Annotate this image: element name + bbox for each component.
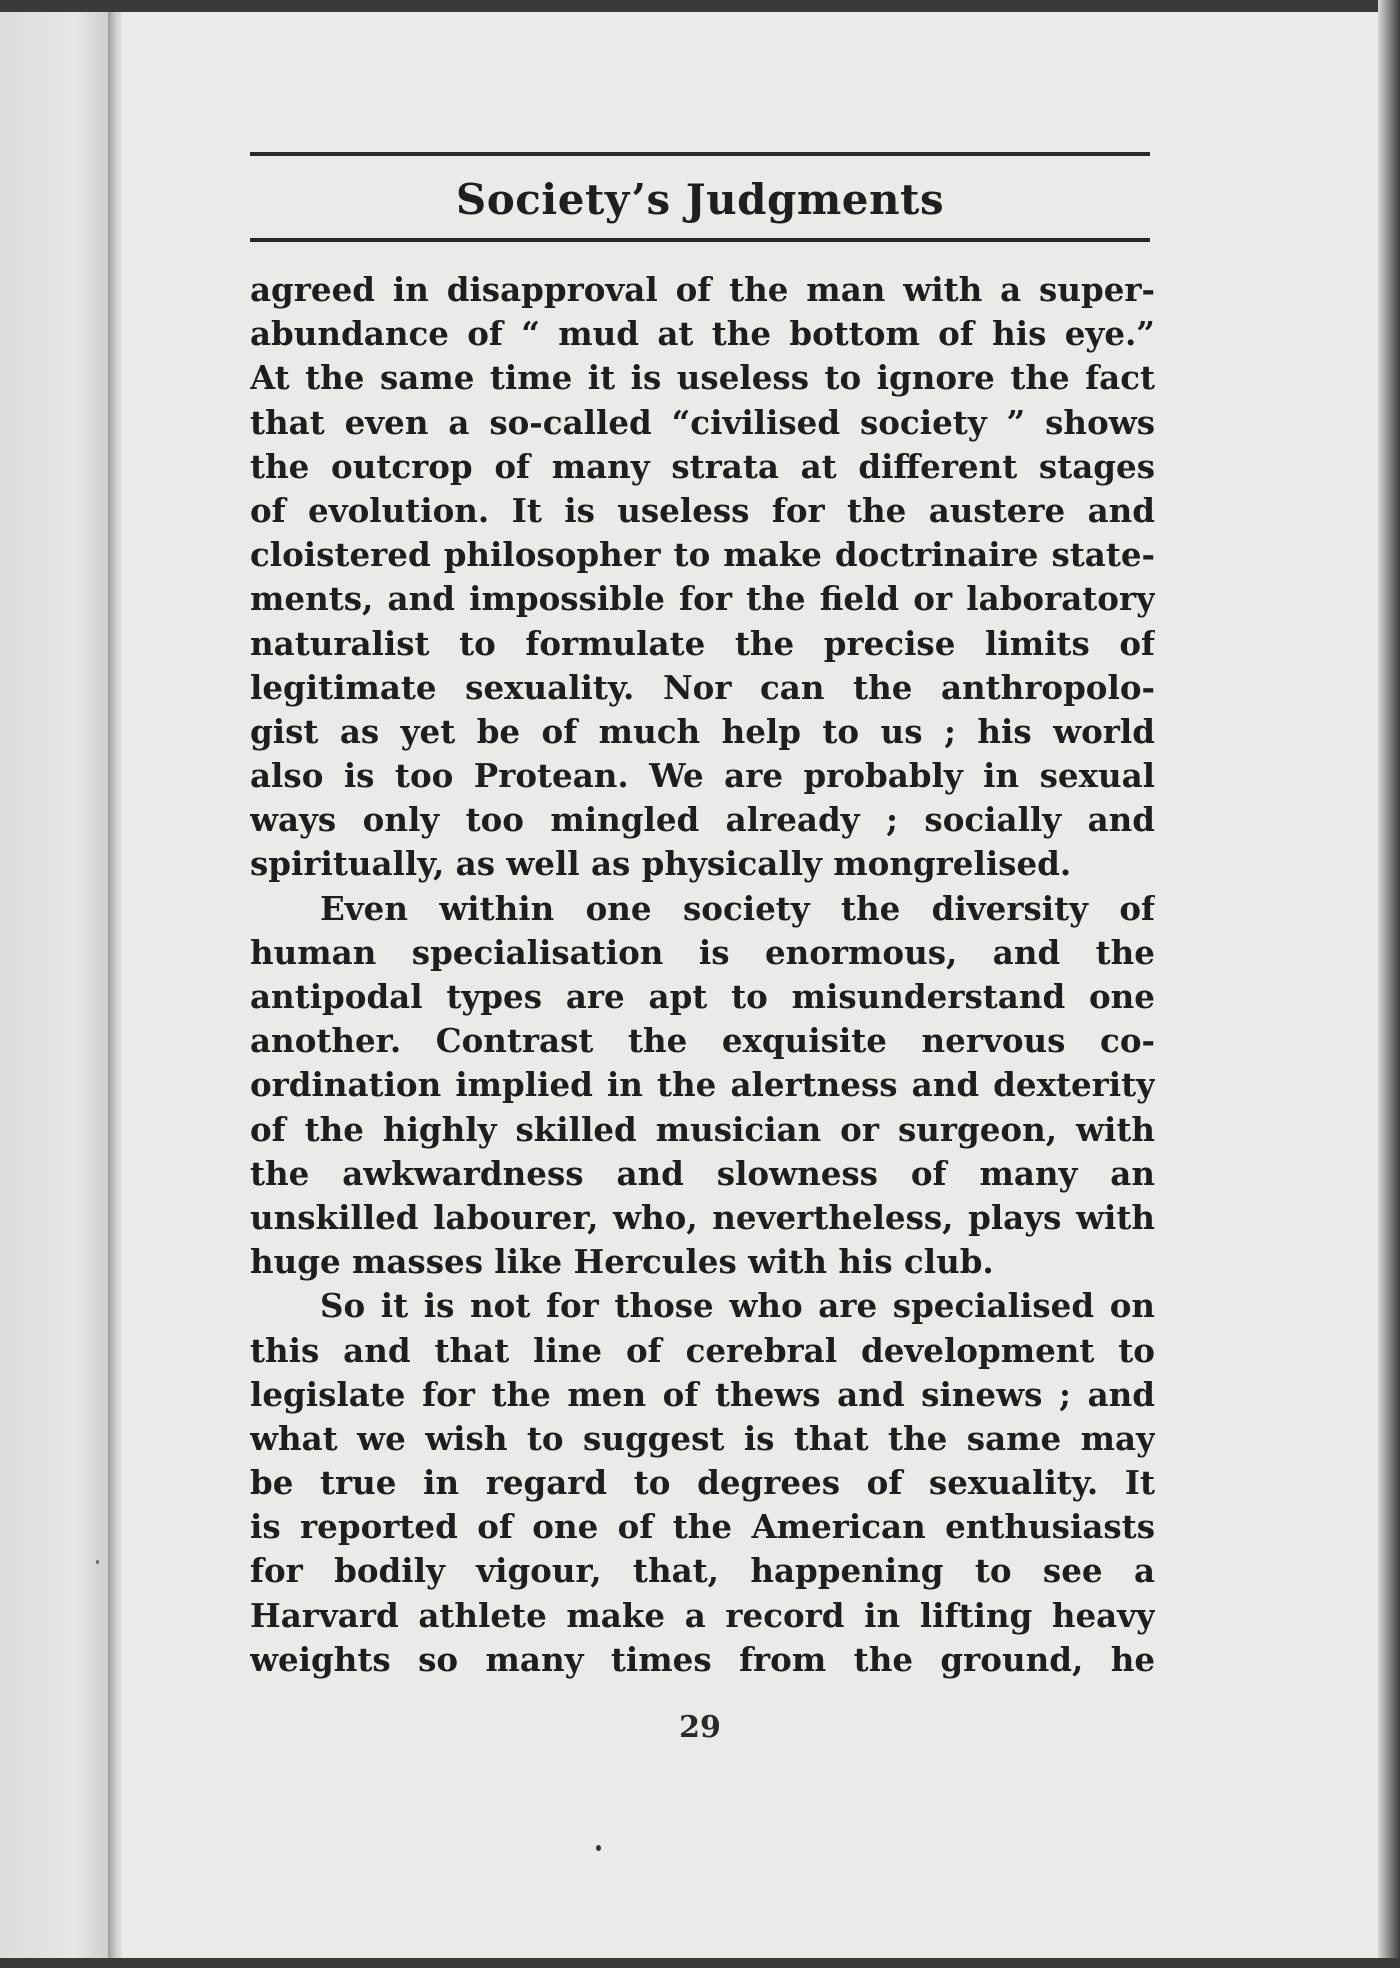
text-line: weights so many times from the ground, he bbox=[250, 1639, 1155, 1679]
text-line: of evolution. It is useless for the austere and bbox=[250, 490, 1155, 530]
text-line: antipodal types are apt to misunderstand one bbox=[250, 977, 1155, 1016]
dust-speck bbox=[596, 1845, 601, 1851]
text-line: huge masses like Hercules with his club. bbox=[250, 1242, 994, 1282]
text-line: this and that line of cerebral development to bbox=[250, 1330, 1155, 1370]
header-rule-top bbox=[250, 152, 1150, 156]
text-line: legitimate sexuality. Nor can the anthropolo- bbox=[250, 667, 1155, 707]
text-line: gist as yet be of much help to us ; his world bbox=[250, 711, 1155, 751]
text-line: for bodily vigour, that, happening to see a bbox=[250, 1551, 1155, 1591]
text-line: spiritually, as well as physically mongrelised. bbox=[250, 844, 1072, 884]
text-line: abundance of “ mud at the bottom of his eye.” bbox=[250, 314, 1155, 354]
text-line: agreed in disapproval of the man with a super- bbox=[250, 270, 1155, 309]
text-line: also is too Protean. We are probably in sexual bbox=[250, 756, 1155, 796]
text-line: the awkwardness and slowness of many an bbox=[250, 1153, 1155, 1193]
text-line: So it is not for those who are specialised on bbox=[320, 1286, 1155, 1326]
scan-top-edge bbox=[0, 0, 1400, 12]
page-number: 29 bbox=[679, 1710, 721, 1745]
text-line: naturalist to formulate the precise limits of bbox=[250, 623, 1155, 663]
text-line: another. Contrast the exquisite nervous co- bbox=[250, 1021, 1155, 1061]
dust-speck bbox=[96, 1560, 99, 1564]
text-line: is reported of one of the American enthusiasts bbox=[250, 1507, 1155, 1547]
scan-right-edge bbox=[1378, 0, 1400, 1968]
text-line: what we wish to suggest is that the same may bbox=[250, 1418, 1155, 1458]
body-text bbox=[250, 268, 1155, 1682]
text-line: ways only too mingled already ; socially and bbox=[250, 800, 1155, 840]
text-line: the outcrop of many strata at different stages bbox=[250, 446, 1155, 486]
running-head: Society’s Judgments bbox=[455, 175, 945, 224]
text-line: cloistered philosopher to make doctrinaire state- bbox=[250, 535, 1155, 575]
text-line: Harvard athlete make a record in lifting heavy bbox=[250, 1595, 1155, 1635]
text-line: ments, and impossible for the field or laboratory bbox=[250, 579, 1155, 619]
text-line: Even within one society the diversity of bbox=[320, 888, 1155, 928]
text-line: unskilled labourer, who, nevertheless, plays with bbox=[250, 1197, 1155, 1237]
text-line: of the highly skilled musician or surgeon, with bbox=[250, 1109, 1155, 1149]
text-line: human specialisation is enormous, and the bbox=[250, 932, 1155, 972]
text-line: that even a so-called “civilised society ” shows bbox=[250, 402, 1155, 442]
text-line: ordination implied in the alertness and dexterity bbox=[250, 1065, 1155, 1105]
scan-bottom-edge bbox=[0, 1958, 1400, 1968]
book-gutter bbox=[108, 12, 122, 1958]
text-line: legislate for the men of thews and sinews ; and bbox=[250, 1374, 1155, 1414]
header-rule-bottom bbox=[250, 238, 1150, 242]
text-line: be true in regard to degrees of sexuality. It bbox=[250, 1463, 1155, 1503]
facing-page-edge bbox=[0, 12, 108, 1958]
text-line: At the same time it is useless to ignore the fact bbox=[250, 358, 1155, 398]
